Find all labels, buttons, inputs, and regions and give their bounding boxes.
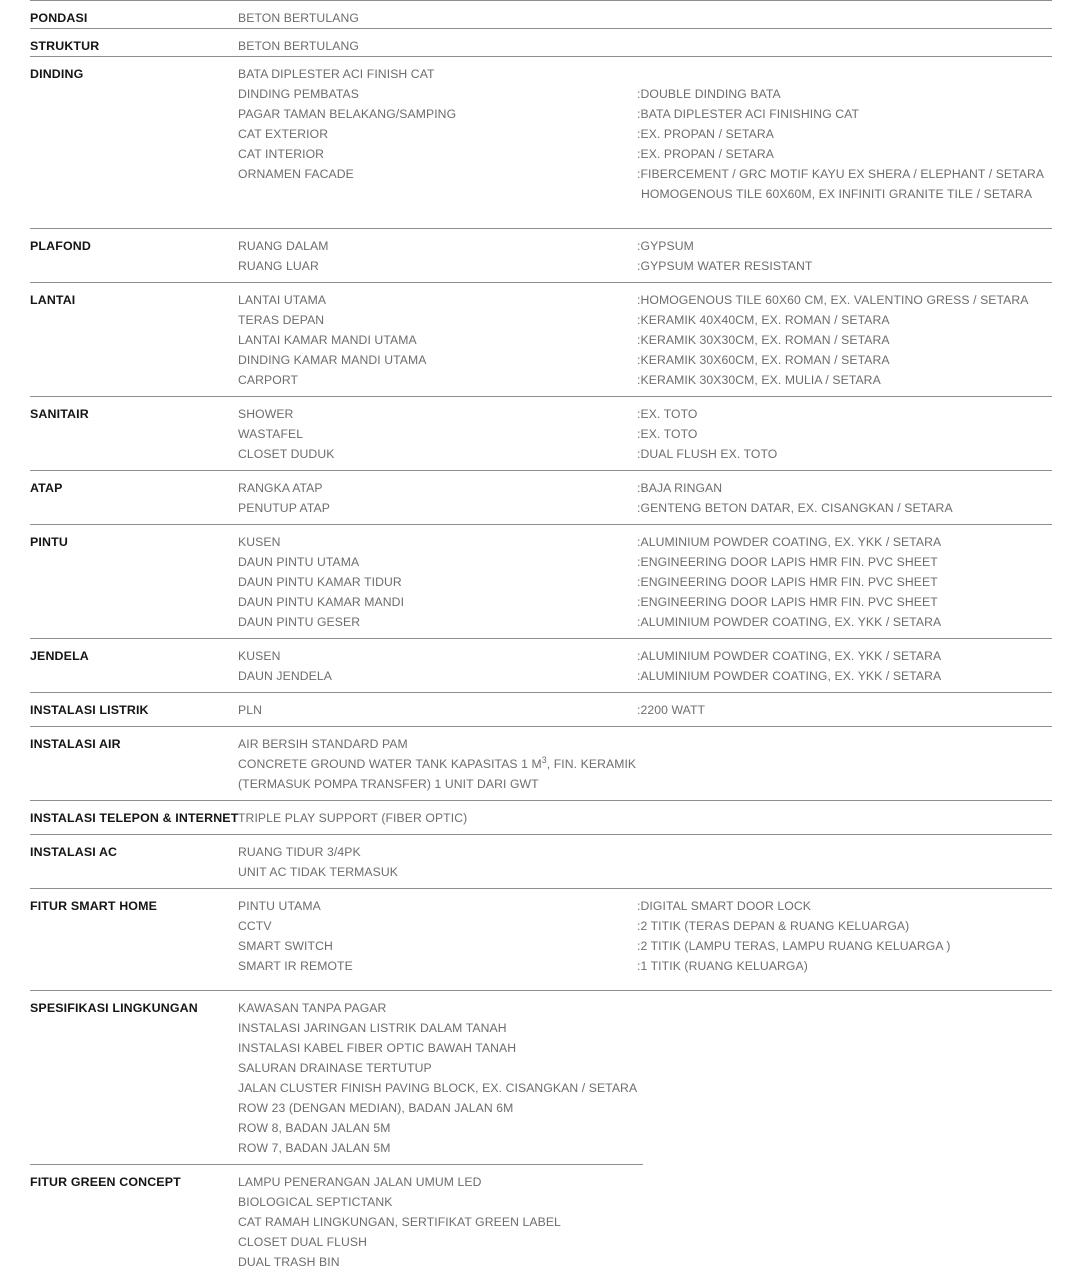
spec-value: :2 TITIK (TERAS DEPAN & RUANG KELUARGA) [637,919,910,933]
spec-item: JALAN CLUSTER FINISH PAVING BLOCK, EX. CISANGKAN / SETARA [238,1081,638,1095]
spec-item: TRIPLE PLAY SUPPORT (FIBER OPTIC) [238,811,468,825]
spec-row [238,478,1052,498]
section-inner [30,478,1052,524]
section-label-pintu: PINTU [30,535,68,549]
spec-row [238,646,1052,666]
section-inner [30,646,1052,692]
spec-item: SMART SWITCH [238,939,333,953]
section-label-plafond: PLAFOND [30,239,91,253]
spec-value: :KERAMIK 40X40CM, EX. ROMAN / SETARA [637,313,890,327]
section-rows [238,64,1052,204]
spec-value: :ALUMINIUM POWDER COATING, EX. YKK / SETARA [637,669,942,683]
section-rows [238,290,1052,390]
spec-section-spesifikasi-lingkungan [30,990,1052,1164]
spec-section-plafond [30,228,1052,282]
section-rows [238,36,1052,56]
spec-value: :HOMOGENOUS TILE 60X60 CM, EX. VALENTINO GRESS / SETARA [637,293,1029,307]
spec-value: :DOUBLE DINDING BATA [637,87,781,101]
spec-section-atap [30,470,1052,524]
spec-value: :2 TITIK (LAMPU TERAS, LAMPU RUANG KELUARGA ) [637,939,951,953]
spec-row [238,956,1052,976]
section-inner [30,8,1052,28]
spec-item: AIR BERSIH STANDARD PAM [238,737,408,751]
spec-item: BATA DIPLESTER ACI FINISH CAT [238,67,435,81]
spec-row [238,1078,1052,1098]
spec-row [238,330,1052,350]
spec-item: SALURAN DRAINASE TERTUTUP [238,1061,432,1075]
spec-value: :BAJA RINGAN [637,481,723,495]
spec-value: :EX. TOTO [637,427,698,441]
spec-row [238,1138,1052,1158]
spec-item: DAUN PINTU KAMAR TIDUR [238,575,402,589]
spec-row [238,144,1052,164]
spec-value: :FIBERCEMENT / GRC MOTIF KAYU EX SHERA / ELEPHANT / SETARA [637,167,1045,181]
spec-item: INSTALASI JARINGAN LISTRIK DALAM TANAH [238,1021,507,1035]
spec-row [238,164,1052,184]
spec-item: BETON BERTULANG [238,11,359,25]
spec-item: CAT RAMAH LINGKUNGAN, SERTIFIKAT GREEN LABEL [238,1215,561,1229]
spec-row [238,256,1052,276]
spec-value: :EX. PROPAN / SETARA [637,127,774,141]
section-inner [30,532,1052,638]
spec-value: :KERAMIK 30X30CM, EX. ROMAN / SETARA [637,333,890,347]
spec-item: SMART IR REMOTE [238,959,353,973]
spec-item: DINDING KAMAR MANDI UTAMA [238,353,427,367]
spec-row [238,572,1052,592]
spec-item: RUANG TIDUR 3/4PK [238,845,361,859]
spec-value: :KERAMIK 30X60CM, EX. ROMAN / SETARA [637,353,890,367]
spec-value: :1 TITIK (RUANG KELUARGA) [637,959,808,973]
spec-value: :2200 WATT [637,703,706,717]
spec-item: CONCRETE GROUND WATER TANK KAPASITAS 1 $M^3$, FIN. KERAMIK [238,754,637,771]
spec-value: :ENGINEERING DOOR LAPIS HMR FIN. PVC SHEET [637,595,938,609]
spec-row [238,370,1052,390]
section-rows [238,700,1052,720]
section-rows [238,808,1052,828]
spec-row [238,552,1052,572]
spec-value: :EX. TOTO [637,407,698,421]
spec-section-lantai [30,282,1052,396]
section-label-instalasi-ac: INSTALASI AC [30,845,118,859]
spec-item: TERAS DEPAN [238,313,325,327]
spec-row [238,842,1052,862]
spec-row [238,896,1052,916]
spec-item: ROW 23 (DENGAN MEDIAN), BADAN JALAN 6M [238,1101,514,1115]
spec-value: :ALUMINIUM POWDER COATING, EX. YKK / SETARA [637,615,942,629]
spec-section-pintu [30,524,1052,638]
section-label-dinding: DINDING [30,67,84,81]
spec-row [238,1172,643,1192]
spec-item: ROW 7, BADAN JALAN 5M [238,1141,391,1155]
spec-row [238,350,1052,370]
spec-row [238,1018,1052,1038]
spec-row [238,532,1052,552]
spec-value: :ENGINEERING DOOR LAPIS HMR FIN. PVC SHEET [637,555,938,569]
spec-row [238,184,1052,204]
section-inner [30,236,1052,282]
spec-row [238,104,1052,124]
section-rows [238,842,1052,882]
spec-row [238,84,1052,104]
spec-item: DAUN PINTU KAMAR MANDI [238,595,405,609]
spec-item: LAMPU PENERANGAN JALAN UMUM LED [238,1175,482,1189]
spec-item: SHOWER [238,407,294,421]
spec-row [238,124,1052,144]
spec-item: DAUN PINTU UTAMA [238,555,360,569]
section-label-lantai: LANTAI [30,293,76,307]
spec-row [238,424,1052,444]
spec-item: BETON BERTULANG [238,39,359,53]
spec-row [238,64,1052,84]
spec-value: :GENTENG BETON DATAR, EX. CISANGKAN / SETARA [637,501,953,515]
spec-value: :KERAMIK 30X30CM, EX. MULIA / SETARA [637,373,881,387]
spec-value: :ALUMINIUM POWDER COATING, EX. YKK / SETARA [637,535,942,549]
spec-row [238,936,1052,956]
spec-value: :ENGINEERING DOOR LAPIS HMR FIN. PVC SHEET [637,575,938,589]
section-inner [30,36,1052,56]
section-rows [238,1172,643,1272]
spec-row [238,8,1052,28]
spec-item: BIOLOGICAL SEPTICTANK [238,1195,393,1209]
spec-value: :BATA DIPLESTER ACI FINISHING CAT [637,107,860,121]
section-inner [30,1172,643,1278]
spec-section-instalasi-listrik [30,692,1052,726]
spec-row [238,444,1052,464]
section-rows [238,646,1052,686]
spec-item: ORNAMEN FACADE [238,167,354,181]
spec-value: HOMOGENOUS TILE 60X60M, EX INFINITI GRANITE TILE / SETARA [641,187,1033,201]
spec-row [238,498,1052,518]
spec-row [238,592,1052,612]
spec-value: :DUAL FLUSH EX. TOTO [637,447,778,461]
spec-row [238,666,1052,686]
spec-item: RUANG DALAM [238,239,329,253]
section-rows [238,734,1052,794]
spec-item: UNIT AC TIDAK TERMASUK [238,865,398,879]
spec-item: LANTAI UTAMA [238,293,327,307]
spec-row [238,862,1052,882]
spec-item: INSTALASI KABEL FIBER OPTIC BAWAH TANAH [238,1041,517,1055]
spec-item: RANGKA ATAP [238,481,323,495]
spec-item: CAT EXTERIOR [238,127,329,141]
spec-row [238,700,1052,720]
spec-row [238,1212,643,1232]
section-inner [30,700,1052,726]
section-inner [30,896,1052,990]
spec-item: LANTAI KAMAR MANDI UTAMA [238,333,417,347]
spec-item: CLOSET DUAL FLUSH [238,1235,368,1249]
section-rows [238,404,1052,464]
spec-item: RUANG LUAR [238,259,319,273]
section-rows [238,478,1052,518]
section-inner [30,842,1052,888]
section-rows [238,896,1052,976]
spec-row [238,1252,643,1272]
spec-item: PAGAR TAMAN BELAKANG/SAMPING [238,107,457,121]
spec-item: PLN [238,703,263,717]
section-inner [30,290,1052,396]
spec-item: WASTAFEL [238,427,304,441]
section-label-instalasi-air: INSTALASI AIR [30,737,121,751]
spec-item: DAUN JENDELA [238,669,332,683]
section-rows [238,532,1052,632]
spec-row [238,1118,1052,1138]
spec-value: :EX. PROPAN / SETARA [637,147,774,161]
section-inner [30,64,1052,228]
spec-value: :ALUMINIUM POWDER COATING, EX. YKK / SETARA [637,649,942,663]
section-label-spesifikasi-lingkungan: SPESIFIKASI LINGKUNGAN [30,1001,198,1015]
spec-row [238,1038,1052,1058]
spec-row [238,236,1052,256]
section-label-instalasi-telepon-and-internet: INSTALASI TELEPON & INTERNET [30,811,239,825]
section-label-jendela: JENDELA [30,649,89,663]
spec-section-jendela [30,638,1052,692]
section-inner [30,808,1052,834]
section-label-pondasi: PONDASI [30,11,88,25]
spec-row [238,774,1052,794]
spec-item: DUAL TRASH BIN [238,1255,340,1269]
spec-item: KUSEN [238,649,281,663]
section-rows [238,236,1052,276]
spec-item: ROW 8, BADAN JALAN 5M [238,1121,391,1135]
spec-value: :GYPSUM [637,239,694,253]
spec-item: CLOSET DUDUK [238,447,335,461]
spec-row [238,1232,643,1252]
spec-row [238,404,1052,424]
spec-item: CAT INTERIOR [238,147,325,161]
section-label-instalasi-listrik: INSTALASI LISTRIK [30,703,149,717]
section-rows [238,998,1052,1158]
spec-section-struktur [30,28,1052,56]
spec-row [238,754,1052,774]
spec-item: CARPORT [238,373,299,387]
spec-item: CCTV [238,919,272,933]
section-inner [30,734,1052,800]
spec-section-instalasi-ac [30,834,1052,888]
section-label-atap: ATAP [30,481,63,495]
section-inner [30,404,1052,470]
section-label-struktur: STRUKTUR [30,39,100,53]
section-rows [238,8,1052,28]
section-inner [30,998,1052,1164]
spec-item: KAWASAN TANPA PAGAR [238,1001,387,1015]
spec-row [238,36,1052,56]
spec-value: :GYPSUM WATER RESISTANT [637,259,813,273]
spec-value: :DIGITAL SMART DOOR LOCK [637,899,811,913]
section-label-fitur-smart-home: FITUR SMART HOME [30,899,157,913]
spec-item: KUSEN [238,535,281,549]
spec-row [238,1098,1052,1118]
spec-item: PINTU UTAMA [238,899,321,913]
spec-item: PENUTUP ATAP [238,501,330,515]
spec-row [238,1192,643,1212]
spec-section-dinding [30,56,1052,228]
spec-row [238,916,1052,936]
spec-item: DINDING PEMBATAS [238,87,360,101]
spec-item: (TERMASUK POMPA TRANSFER) 1 UNIT DARI GWT [238,777,539,791]
section-label-fitur-green-concept: FITUR GREEN CONCEPT [30,1175,181,1189]
spec-section-pondasi [30,0,1052,28]
spec-item: DAUN PINTU GESER [238,615,361,629]
spec-section-fitur-smart-home [30,888,1052,990]
spec-row [238,808,1052,828]
spec-section-fitur-green-concept [30,1164,643,1278]
spec-row [238,612,1052,632]
spec-row [238,290,1052,310]
spec-row [238,734,1052,754]
section-label-sanitair: SANITAIR [30,407,89,421]
spec-section-instalasi-air [30,726,1052,800]
spec-section-sanitair [30,396,1052,470]
spec-row [238,1058,1052,1078]
spec-row [238,998,1052,1018]
spec-row [238,310,1052,330]
spec-section-instalasi-telepon-and-internet [30,800,1052,834]
